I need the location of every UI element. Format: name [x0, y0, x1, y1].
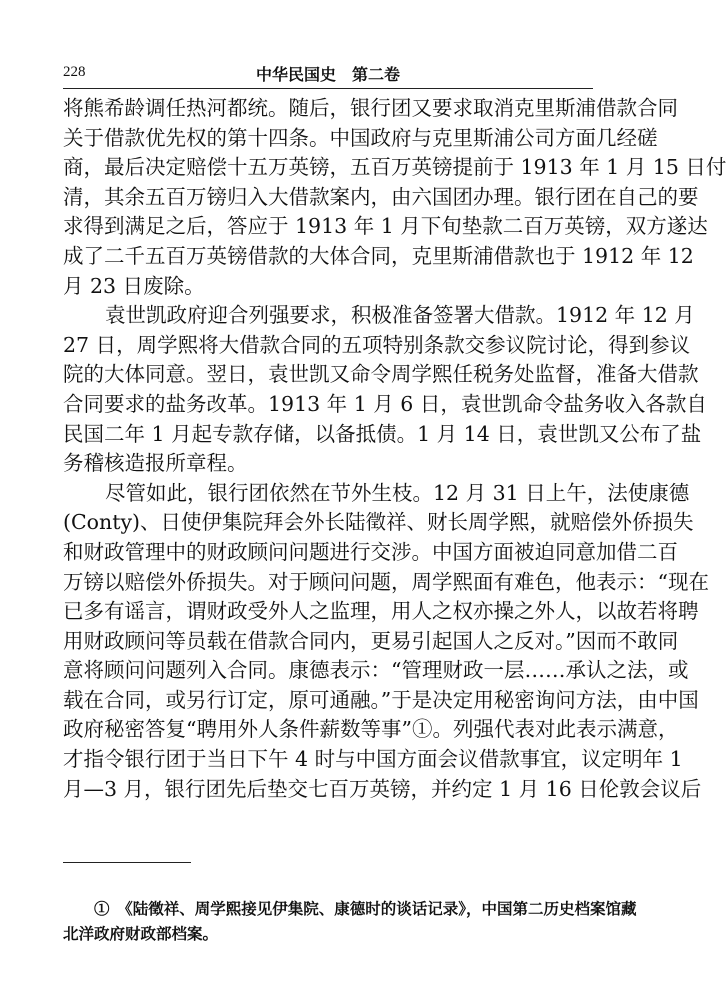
footnote: [63, 896, 637, 946]
text-line: 载在合同，或另行订定，原可通融。”于是决定用秘密询问方法，由中国: [63, 687, 699, 712]
text-line: 成了二千五百万英镑借款的大体合同，克里斯浦借款也于 1912 年 12: [63, 243, 694, 268]
page-number: 228: [63, 64, 86, 80]
text-line: 袁世凯政府迎合列强要求，积极准备签署大借款。1912 年 12 月: [105, 303, 695, 328]
text-line: 尽管如此，银行团依然在节外生枝。12 月 31 日上午，法使康德: [105, 480, 690, 505]
footnote-divider: [63, 862, 191, 863]
text-line: 商，最后决定赔偿十五万英镑，五百万英镑提前于 1913 年 1 月 15 日付: [63, 155, 726, 180]
paragraph: [63, 301, 707, 479]
text-line: 政府秘密答复“聘用外人条件薪数等事”①。列强代表对此表示满意，: [63, 717, 679, 742]
text-line: (Conty)、日使伊集院拜会外长陆徵祥、财长周学熙，就赔偿外侨损失: [63, 510, 694, 535]
text-line: 和财政管理中的财政顾问问题进行交涉。中国方面被迫同意加借二百: [63, 539, 678, 564]
text-line: 将熊希龄调任热河都统。随后，银行团又要求取消克里斯浦借款合同: [63, 96, 678, 120]
text-line: 民国二年 1 月起专款存储，以备抵债。1 月 14 日，袁世凯又公布了盐: [63, 421, 702, 446]
text-line: 求得到满足之后，答应于 1913 年 1 月下旬垫款二百万英镑，双方遂达: [63, 214, 708, 239]
text-line: 合同要求的盐务改革。1913 年 1 月 6 日，袁世凯命令盐务收入各款自: [63, 391, 707, 416]
text-line: 清，其余五百万镑归入大借款案内，由六国团办理。银行团在自己的要: [63, 184, 699, 209]
text-line: 用财政顾问等员载在借款合同内，更易引起国人之反对。”因而不敢同: [63, 628, 679, 653]
footnote-line: ① 《陆徵祥、周学熙接见伊集院、康德时的谈话记录》，中国第二历史档案馆藏: [94, 899, 637, 918]
text-line: 院的大体同意。翌日，袁世凯又命令周学熙任税务处监督，准备大借款: [63, 362, 699, 387]
text-line: 万镑以赔偿外侨损失。对于顾问问题，周学熙面有难色，他表示：“现在: [63, 569, 709, 594]
paragraph: [63, 479, 709, 805]
paragraph: [63, 94, 726, 301]
footnote-line: 北洋政府财政部档案。: [63, 924, 219, 943]
text-line: 才指令银行团于当日下午 4 时与中国方面会议借款事宜，议定明年 1: [63, 747, 683, 772]
text-line: 务稽核造报所章程。: [63, 451, 248, 476]
text-line: 27 日，周学熙将大借款合同的五项特别条款交参议院讨论，得到参议: [63, 332, 691, 357]
running-header: [63, 60, 593, 89]
text-line: 月 23 日废除。: [63, 273, 205, 298]
text-line: 关于借款优先权的第十四条。中国政府与克里斯浦公司方面几经磋: [63, 125, 658, 150]
text-line: 意将顾问问题列入合同。康德表示：“管理财政一层……承认之法，或: [63, 658, 689, 683]
body-text: [63, 94, 726, 804]
text-line: 月—3 月，银行团先后垫交七百万英镑，并约定 1 月 16 日伦敦会议后: [63, 776, 702, 801]
text-line: 已多有谣言，谓财政受外人之监理，用人之权亦操之外人，以故若将聘: [63, 599, 699, 624]
running-title: 中华民国史 第二卷: [255, 65, 400, 84]
